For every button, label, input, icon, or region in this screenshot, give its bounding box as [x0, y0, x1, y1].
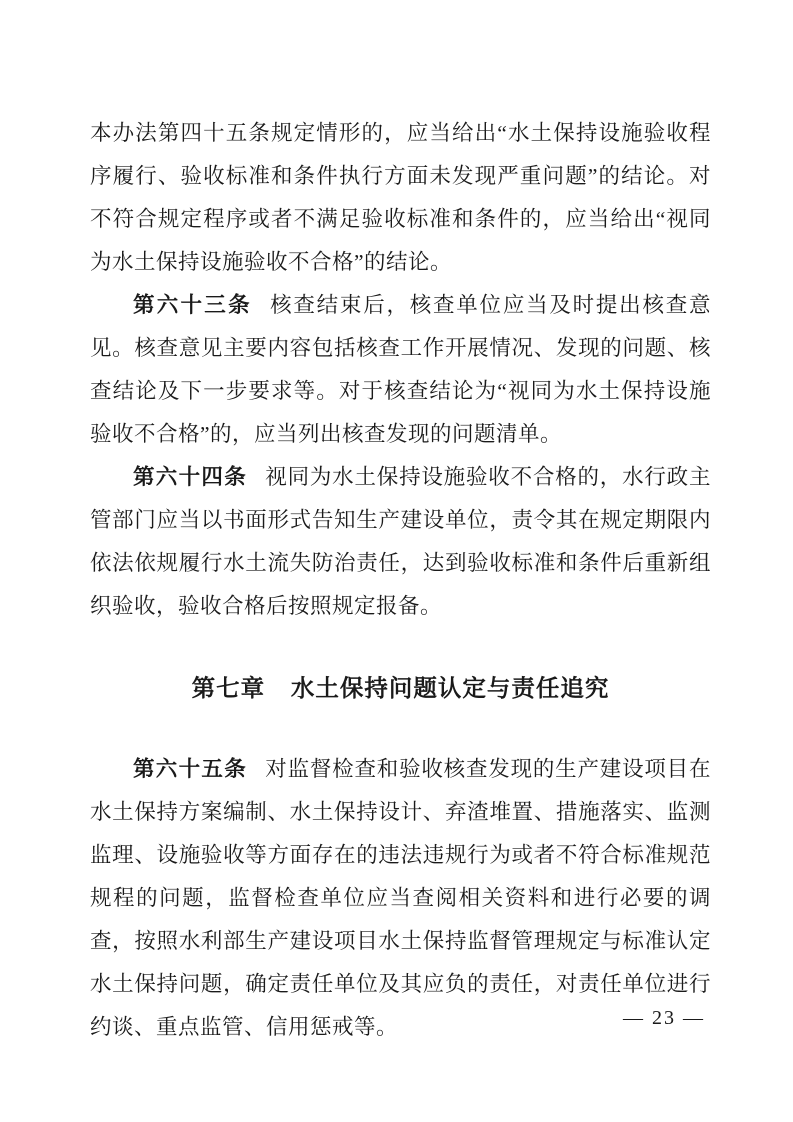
paragraph-text: 核查结束后，核查单位应当及时提出核查意见。核查意见主要内容包括核查工作开展情况、发现的问题、核查结论及下一步要求等。对于核查结论为“视同为水土保持设施验收不合格”的，应当列出核查发现的问题清单。: [90, 293, 711, 446]
paragraph-article-64: [90, 456, 711, 628]
article-number: 第六十三条: [133, 293, 252, 317]
page-number: — 23 —: [623, 1007, 705, 1029]
paragraph-text: 对监督检查和验收核查发现的生产建设项目在水土保持方案编制、水土保持设计、弃渣堆置、措施落实、监测监理、设施验收等方面存在的违法违规行为或者不符合标准规范规程的问题，监督检查单位应当查阅相关资料和进行必要的调查，按照水利部生产建设项目水土保持监督管理规定与标准认定水土保持问题，确定责任单位及其应负的责任，对责任单位进行约谈、重点监管、信用惩戒等。: [90, 757, 711, 1039]
paragraph-text: 视同为水土保持设施验收不合格的，水行政主管部门应当以书面形式告知生产建设单位，责令其在规定期限内依法依规履行水土流失防治责任，达到验收标准和条件后重新组织验收，验收合格后按照规定报备。: [90, 465, 711, 618]
paragraph-article-65: [90, 748, 711, 1049]
paragraph-text: 本办法第四十五条规定情形的，应当给出“水土保持设施验收程序履行、验收标准和条件执行方面未发现严重问题”的结论。对不符合规定程序或者不满足验收标准和条件的，应当给出“视同为水土保持设施验收不合格”的结论。: [90, 121, 711, 274]
paragraph-article-63: [90, 284, 711, 456]
paragraph-continuation: [90, 112, 711, 284]
chapter-number: 第七章: [191, 675, 266, 701]
article-number: 第六十四条: [133, 465, 248, 489]
article-number: 第六十五条: [133, 757, 248, 781]
document-content: [90, 112, 711, 1049]
chapter-heading: [90, 667, 711, 710]
chapter-title: 水土保持问题认定与责任追究: [290, 675, 610, 701]
